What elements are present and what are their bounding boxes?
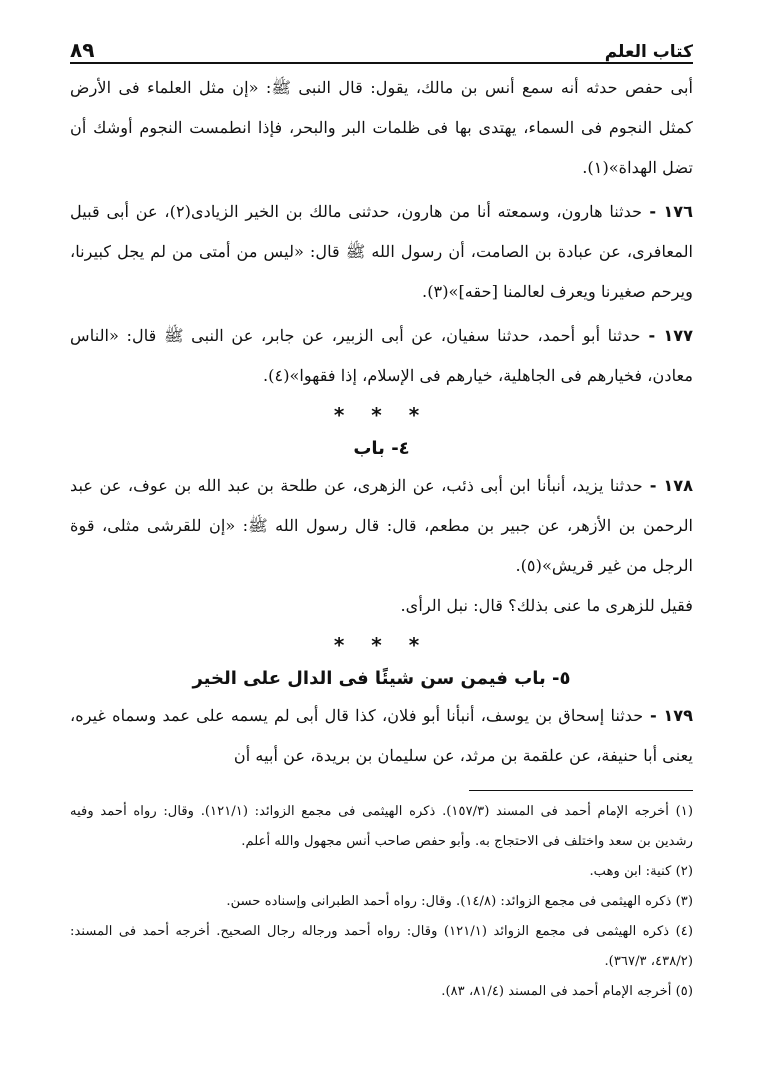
- chapter-heading-4: ٤- باب: [353, 438, 410, 459]
- hadith-number: ١٧٩ -: [643, 706, 693, 725]
- footnote-3: (٣) ذكره الهيثمى فى مجمع الزوائد: (١٤/٨). وقال: رواه أحمد الطبرانى وإسناده حسن.: [226, 894, 693, 909]
- hadith-number: ١٧٦ -: [642, 202, 693, 221]
- zuhri-comment: فقيل للزهرى ما عنى بذلك؟ قال: نبل الرأى.: [400, 596, 693, 615]
- hadith-179: [70, 696, 693, 776]
- page-header: [70, 28, 693, 64]
- footnotes: [70, 797, 693, 1007]
- footnote-rule: [469, 790, 693, 791]
- hadith-176: [70, 192, 693, 312]
- main-text: [70, 68, 693, 776]
- footnote-1: (١) أخرجه الإمام أحمد فى المسند (١٥٧/٣). ذكره الهيثمى فى مجمع الزوائد: (١٢١/١). وقال: رواه أحمد وفيه رشدين بن سعد واختلف فى الاحتجاج به. وأبو حفص صاحب أنس مجهول والله أعلم.: [70, 804, 693, 849]
- section-separator: * * *: [333, 403, 430, 427]
- hadith-text: حدثنا يزيد، أنبأنا ابن أبى ذئب، عن الزهرى، عن طلحة بن عبد الله بن عوف، عن عبد الرحمن بن الأزهر، عن جبير بن مطعم، قال: قال رسول الله ﷺ: «إن للقرشى مثلى، قوة الرجل من غير قريش»(٥).: [70, 476, 693, 575]
- book-title: كتاب العلم: [604, 42, 693, 62]
- footnote-4: (٤) ذكره الهيثمى فى مجمع الزوائد (١٢١/١) وقال: رواه أحمد ورجاله رجال الصحيح. أخرجه أحمد فى المسند: (٤٣٨/٢، ٣٦٧/٣).: [70, 924, 693, 969]
- footnote-5: (٥) أخرجه الإمام أحمد فى المسند (٨١/٤، ٨٣).: [441, 984, 693, 999]
- section-separator: * * *: [333, 633, 430, 657]
- hadith-177: [70, 316, 693, 396]
- hadith-text: حدثنا أبو أحمد، حدثنا سفيان، عن أبى الزبير، عن جابر، عن النبى ﷺ قال: «الناس معادن، فخيارهم فى الجاهلية، خيارهم فى الإسلام، إذا فقهوا»(٤).: [70, 326, 693, 385]
- page-number: ٨٩: [70, 38, 95, 62]
- hadith-text: حدثنا هارون، وسمعته أنا من هارون، حدثنى مالك بن الخير الزيادى(٢)، عن أبى قبيل المعافرى، عن عبادة بن الصامت، أن رسول الله ﷺ قال: «ليس من أمتى من لم يجل كبيرنا، ويرحم صغيرنا ويعرف لعالمنا [حقه]»(٣).: [70, 202, 693, 301]
- footnote-2: (٢) كنية: ابن وهب.: [589, 864, 693, 879]
- hadith-text: حدثنا إسحاق بن يوسف، أنبأنا أبو فلان، كذا قال أبى لم يسمه على عمد وسماه غيره، يعنى أبا حنيفة، عن علقمة بن مرثد، عن سليمان بن بريدة، عن أبيه أن: [70, 706, 693, 765]
- hadith-number: ١٧٧ -: [640, 326, 693, 345]
- hadith-175-continuation: أبى حفص حدثه أنه سمع أنس بن مالك، يقول: قال النبى ﷺ: «إن مثل العلماء فى الأرض كمثل النجوم فى السماء، يهتدى بها فى ظلمات البر والبحر، فإذا انطمست النجوم أوشك أن تضل الهداة»(١).: [70, 78, 693, 177]
- chapter-heading-5: ٥- باب فيمن سن شيئًا فى الدال على الخير: [192, 668, 571, 689]
- hadith-number: ١٧٨ -: [642, 476, 693, 495]
- hadith-178: [70, 466, 693, 586]
